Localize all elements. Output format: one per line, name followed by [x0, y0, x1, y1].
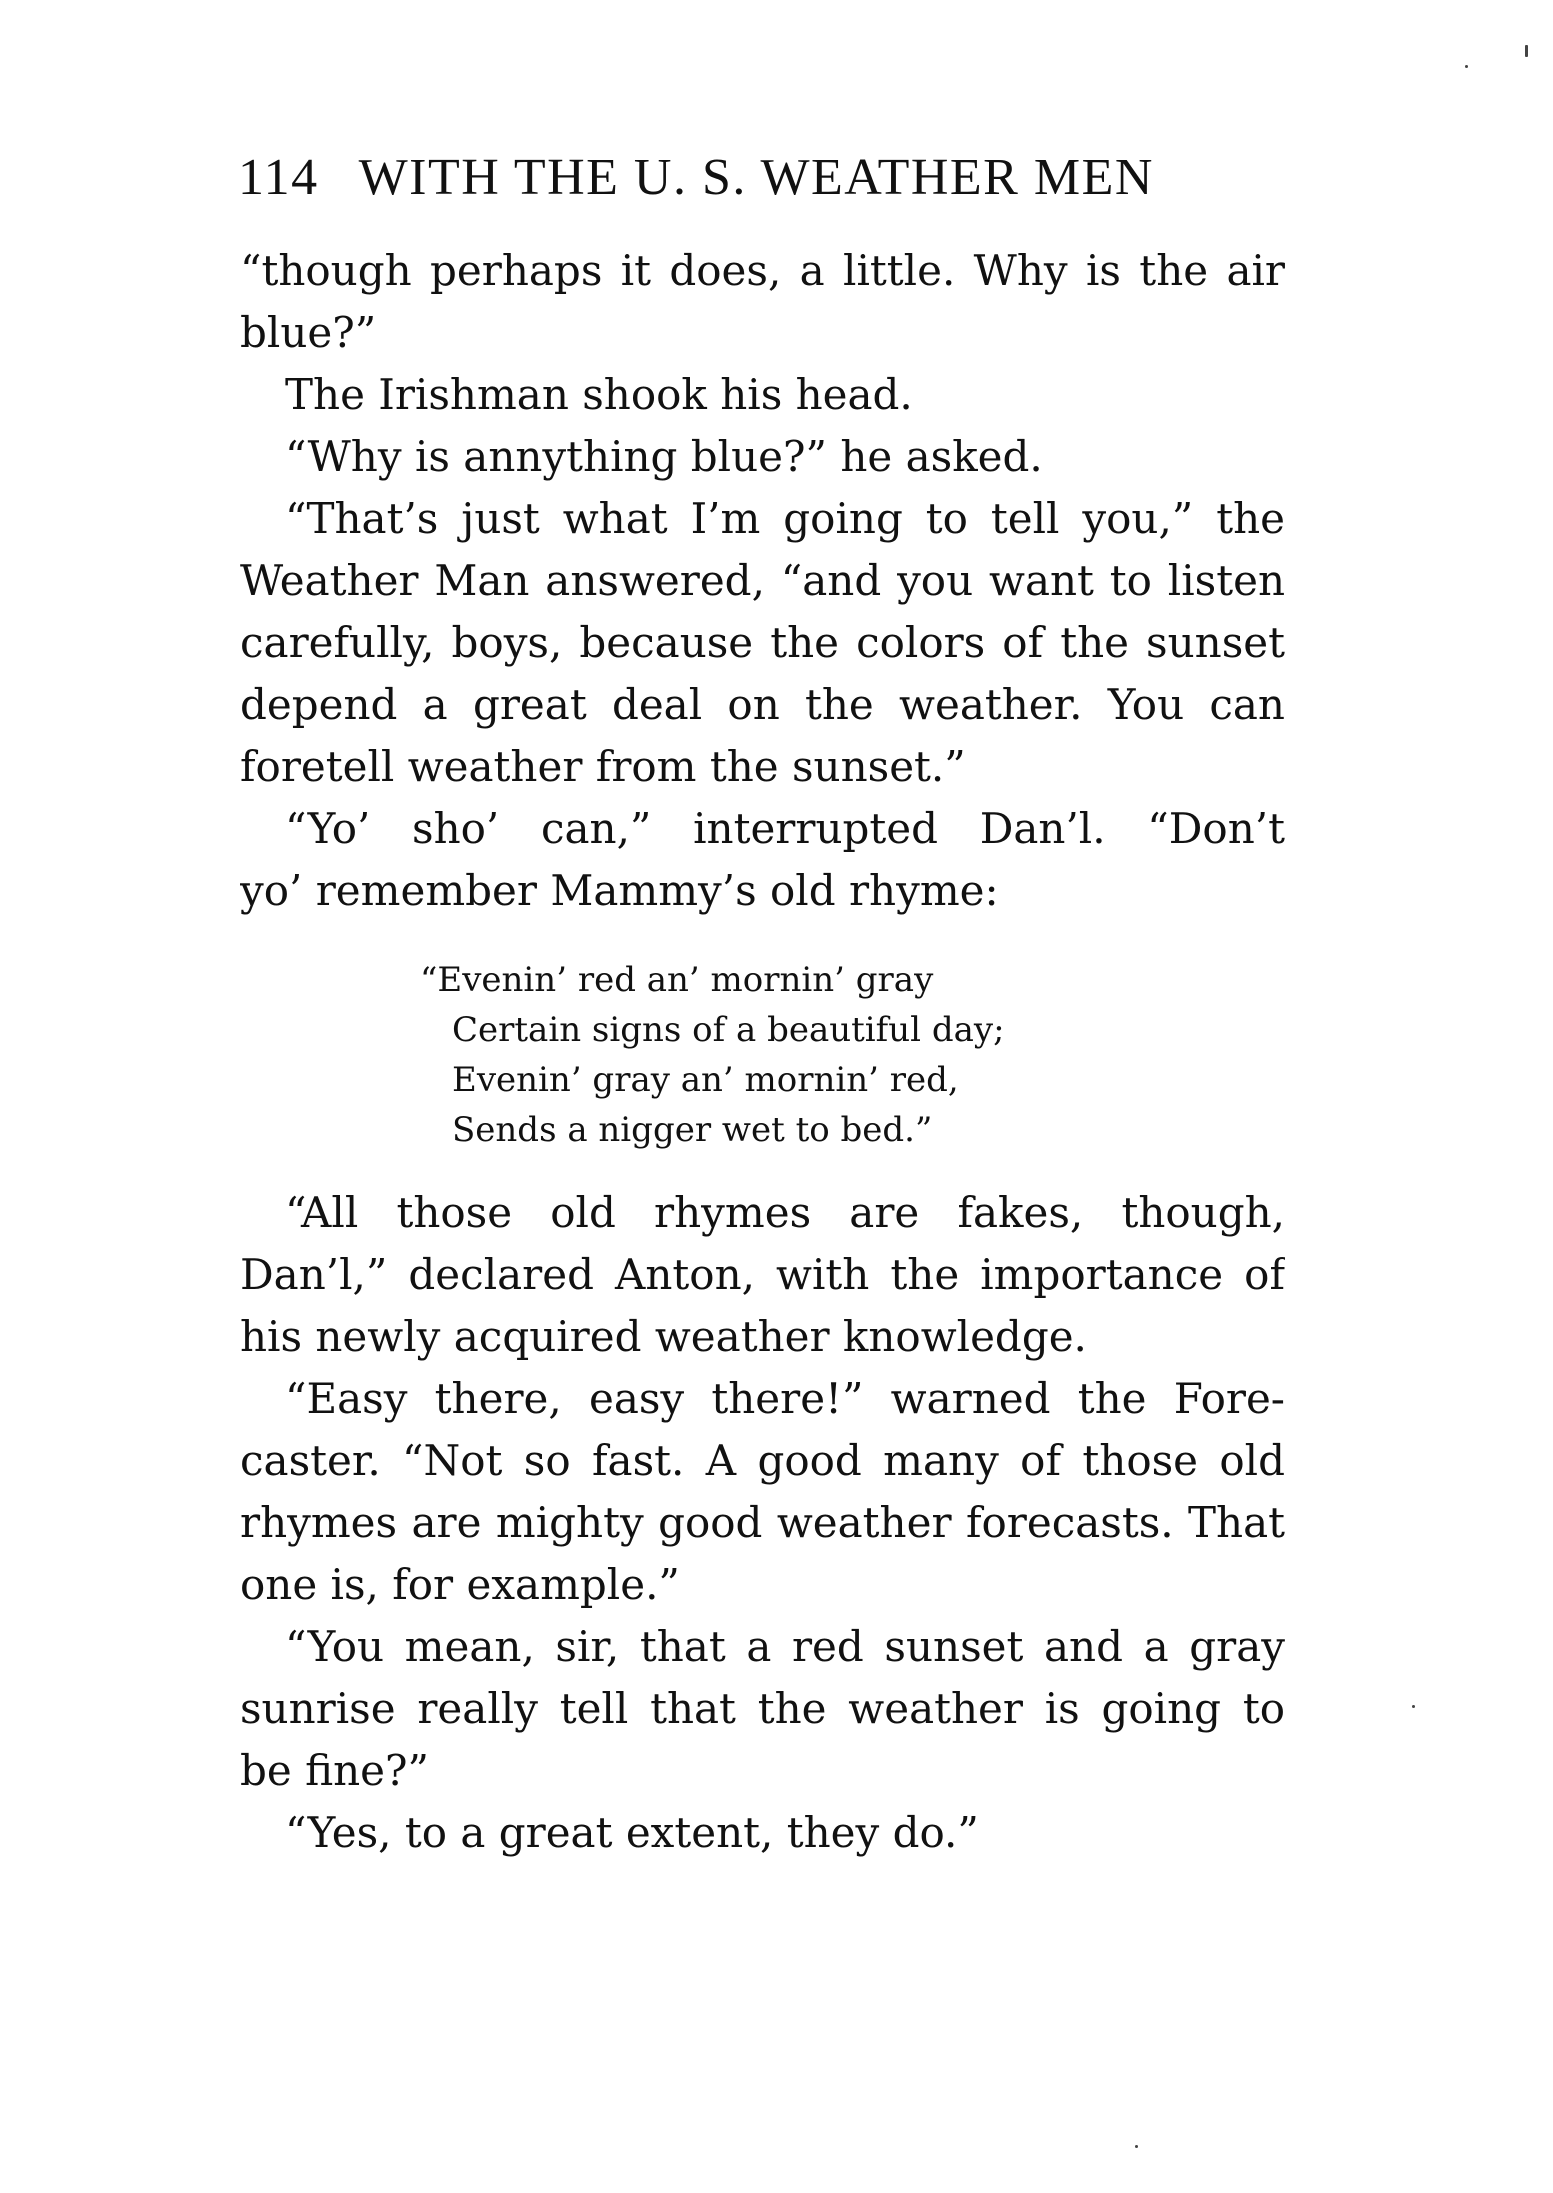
text-line: depend a great deal on the weather. You can	[240, 680, 1285, 729]
text-line: Weather Man answered, “and you want to listen	[240, 556, 1285, 605]
text-line: Dan’l,” declared Anton, with the importance of	[240, 1250, 1285, 1299]
text-line: be fine?”	[240, 1746, 429, 1795]
text-line: carefully, boys, because the colors of the sunset	[240, 618, 1285, 667]
text-line: “Why is annything blue?” he asked.	[285, 432, 1043, 481]
page-number: 114	[238, 149, 319, 206]
text-line: blue?”	[240, 308, 377, 357]
text-line: “Yo’ sho’ can,” interrupted Dan’l. “Don’t	[285, 804, 1285, 853]
text-line: “That’s just what I’m going to tell you,” the	[285, 494, 1285, 543]
verse-line: Certain signs of a beautiful day;	[452, 1010, 1005, 1050]
text-line: yo’ remember Mammy’s old rhyme:	[240, 866, 999, 915]
scan-speck	[1412, 1705, 1415, 1708]
text-line: caster. “Not so fast. A good many of those old	[240, 1436, 1285, 1485]
text-line: “All those old rhymes are fakes, though,	[285, 1188, 1285, 1237]
text-line: “Easy there, easy there!” warned the Fore-	[285, 1374, 1285, 1423]
running-header	[238, 148, 1283, 228]
text-line: rhymes are mighty good weather forecasts. That	[240, 1498, 1285, 1547]
text-line: foretell weather from the sunset.”	[240, 742, 966, 791]
running-title: WITH THE U. S. WEATHER MEN	[358, 149, 1154, 206]
text-line: “though perhaps it does, a little. Why is the air	[240, 246, 1285, 295]
text-line: his newly acquired weather knowledge.	[240, 1312, 1087, 1361]
verse-line: Evenin’ gray an’ mornin’ red,	[452, 1060, 959, 1100]
verse-line: Sends a nigger wet to bed.”	[452, 1110, 933, 1150]
text-line: The Irishman shook his head.	[285, 370, 913, 419]
verse-line: “Evenin’ red an’ mornin’ gray	[420, 960, 934, 1000]
text-line: “You mean, sir, that a red sunset and a gray	[285, 1622, 1285, 1671]
text-line: sunrise really tell that the weather is going to	[240, 1684, 1285, 1733]
scan-speck	[1465, 65, 1468, 68]
scan-speck	[1135, 2145, 1138, 2148]
text-line: “Yes, to a great extent, they do.”	[285, 1808, 979, 1857]
text-line: one is, for example.”	[240, 1560, 680, 1609]
scan-speck	[1525, 45, 1528, 57]
